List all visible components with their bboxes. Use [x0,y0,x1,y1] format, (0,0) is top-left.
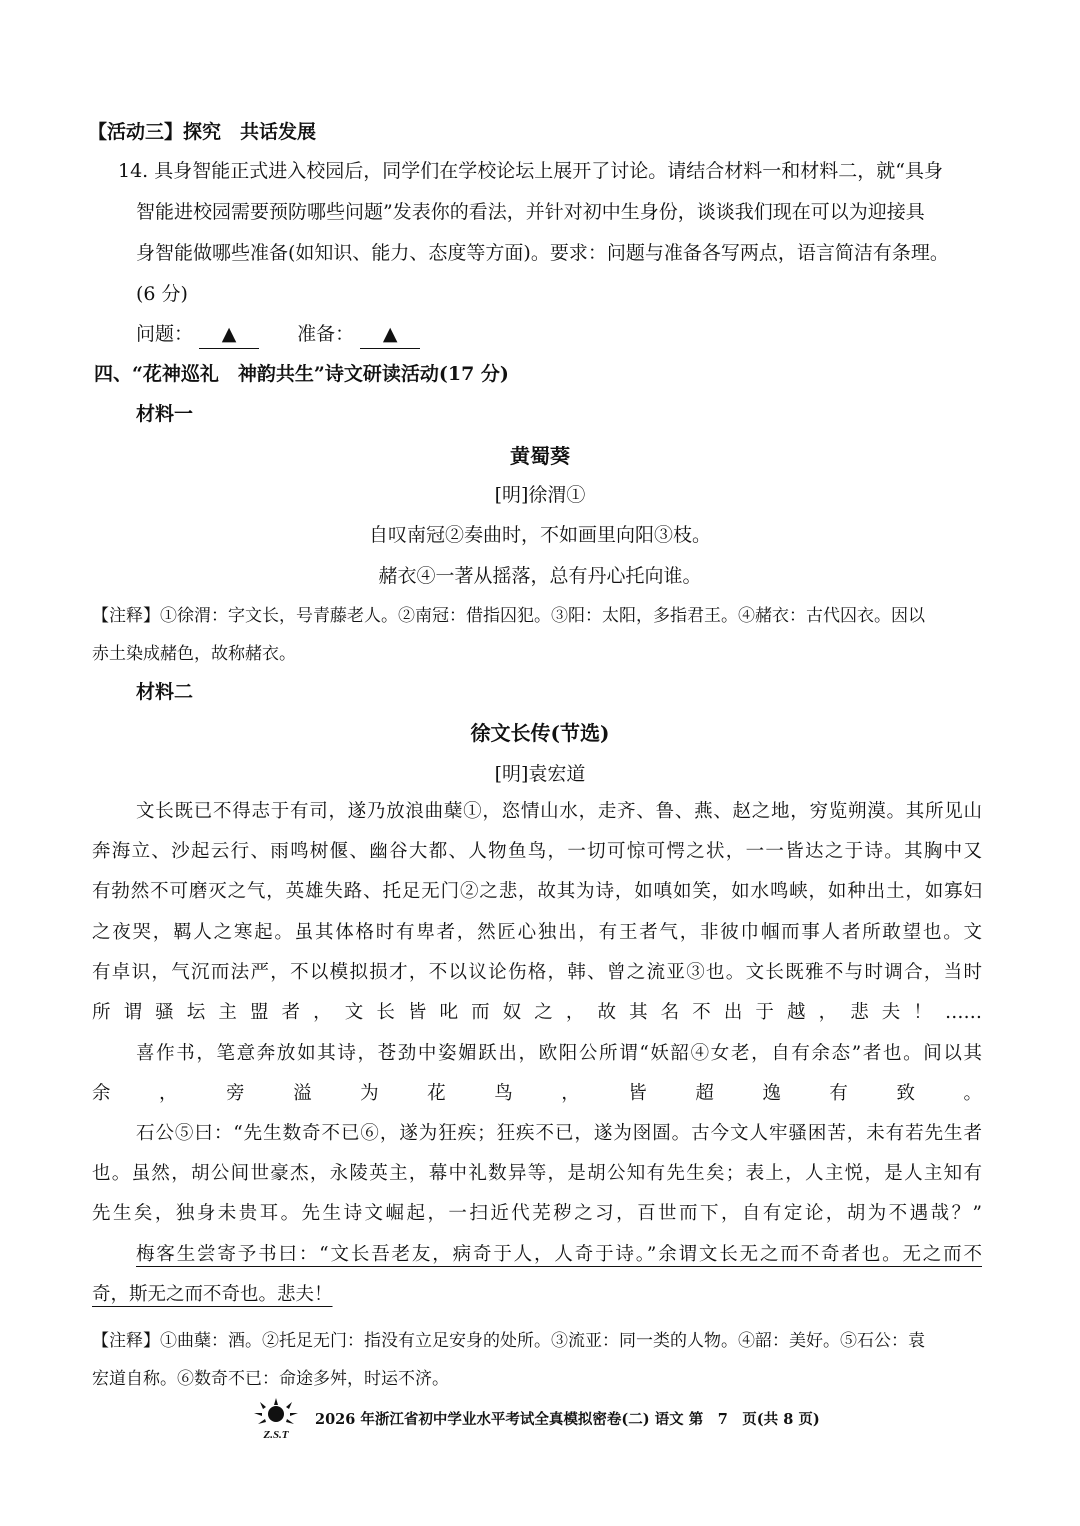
page-footer [0,1396,1080,1442]
material2-label: 材料二 [136,681,194,703]
essay-p1-line-6: 所谓骚坛主盟者，文长皆叱而奴之，故其名不出于越，悲夫！…… [92,1002,982,1024]
material2-note-line-2: 宏道自称。⑥数奇不已：命途多舛，时运不济。 [92,1369,449,1389]
essay-p1-line-2: 奔海立、沙起云行、雨鸣树偃、幽谷大都、人物鱼鸟，一切可惊可愕之状，一一皆达之于诗。其胸中又 [92,841,982,863]
essay-author: [明]袁宏道 [494,763,586,785]
poem-line-2: 赭衣④一著从摇落，总有丹心托向谁。 [378,565,702,587]
essay-p1-line-4: 之夜哭，羁人之寒起。虽其体格时有卑者，然匠心独出，有王者气，非彼巾帼而事人者所敢望也。文 [92,921,982,943]
essay-paragraph-4 [92,1235,982,1315]
material2-notes [92,1322,982,1398]
material1-note-line-1: 【注释】①徐渭：字文长，号青藤老人。②南冠：借指囚犯。③阳：太阳，多指君王。④赭衣：古代囚衣。因以 [92,606,925,626]
essay-paragraph-1 [92,792,982,1033]
answer-prepare-blank[interactable]: ▲ [360,320,420,349]
answer-problem-blank[interactable]: ▲ [199,320,259,349]
essay-p4-line-1: 梅客生尝寄予书曰：“文长吾老友，病奇于人，人奇于诗。”余谓文长无之而不奇者也。无之而不 [136,1244,982,1265]
footer-text: 2026 年浙江省初中学业水平考试全真模拟密卷(二) 语文 第 7 页(共 8 页) [315,1411,820,1428]
section4-heading: 四、“花神巡礼 神韵共生”诗文研读活动(17 分) [94,363,509,385]
essay-title: 徐文长传(节选) [470,721,610,745]
activity3-heading: 【活动三】探究 共话发展 [88,121,317,143]
poem-line-1: 自叹南冠②奏曲时，不如画里向阳③枝。 [368,524,711,546]
material1-label: 材料一 [136,403,194,425]
q14-line-4: (6 分) [136,283,188,305]
publisher-logo-icon [248,1396,304,1442]
essay-paragraph-2 [92,1034,982,1114]
material1-note-line-2: 赤土染成赭色，故称赭衣。 [92,644,296,664]
essay-p1-line-1: 文长既已不得志于有司，遂乃放浪曲蘖①，恣情山水，走齐、鲁、燕、赵之地，穷览朔漠。其所见山 [136,801,982,822]
essay-p2-line-2: 余，旁溢为花鸟，皆超逸有致。 [92,1083,982,1105]
essay-paragraph-3 [92,1114,982,1235]
q14-answer-row [136,320,426,349]
material1-notes [92,597,982,673]
essay-p3-line-1: 石公⑤曰：“先生数奇不已⑥，遂为狂疾；狂疾不已，遂为囹圄。古今文人牢骚困苦，未有若先生者 [136,1123,982,1144]
essay-p4-line-2: 奇，斯无之而不奇也。悲夫！ [92,1284,333,1306]
answer-problem-label: 问题： [136,323,194,345]
logo-text: Z.S.T [263,1429,289,1441]
material2-note-line-1: 【注释】①曲蘖：酒。②托足无门：指没有立足安身的处所。③流亚：同一类的人物。④韶：美好。⑤石公：袁 [92,1331,925,1351]
poem-author: [明]徐渭① [494,484,586,506]
essay-p3-line-2: 也。虽然，胡公间世豪杰，永陵英主，幕中礼数异等，是胡公知有先生矣；表上，人主悦，是人主知有 [92,1163,982,1185]
answer-prepare-label: 准备： [297,323,355,345]
q14-line-2: 智能进校园需要预防哪些问题”发表你的看法，并针对初中生身份，谈谈我们现在可以为迎接具 [136,201,925,223]
q14-line-3: 身智能做哪些准备(如知识、能力、态度等方面)。要求：问题与准备各写两点，语言简洁有条理。 [136,242,949,264]
q14-line-1: 14. 具身智能正式进入校园后，同学们在学校论坛上展开了讨论。请结合材料一和材料二，就“具身 [118,160,943,182]
poem-title: 黄蜀葵 [510,444,570,468]
essay-p2-line-1: 喜作书，笔意奔放如其诗，苍劲中姿媚跃出，欧阳公所谓“妖韶④女老，自有余态”者也。间以其 [136,1043,982,1064]
essay-p1-line-5: 有卓识，气沉而法严，不以模拟损才，不以议论伤格，韩、曾之流亚③也。文长既雅不与时调合，当时 [92,961,982,983]
essay-p3-line-3: 先生矣，独身未贵耳。先生诗文崛起，一扫近代芜秽之习，百世而下，自有定论，胡为不遇哉？” [92,1203,982,1225]
essay-p1-line-3: 有勃然不可磨灭之气，英雄失路、托足无门②之悲，故其为诗，如嗔如笑，如水鸣峡，如种出土，如寡妇 [92,881,982,903]
